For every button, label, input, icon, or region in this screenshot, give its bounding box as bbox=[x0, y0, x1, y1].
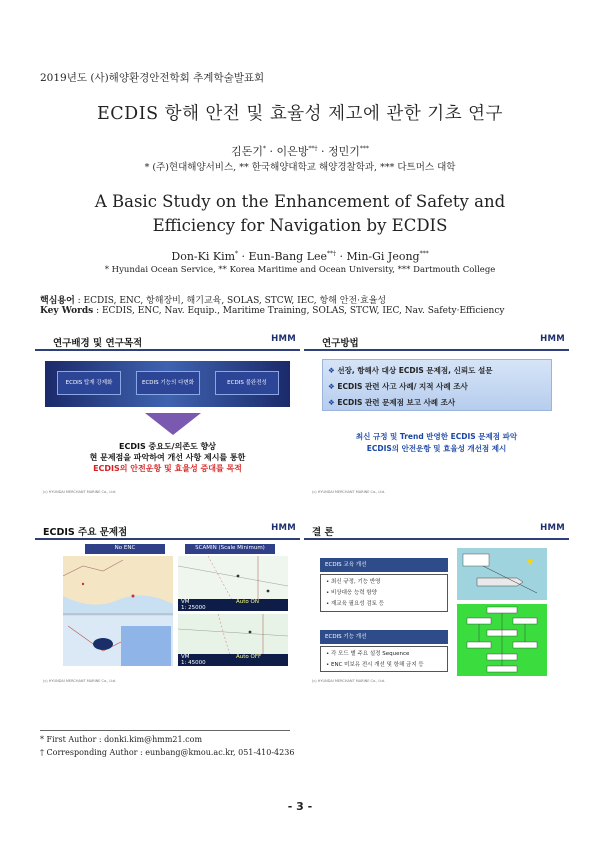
slide-method bbox=[304, 333, 569, 498]
nautical-chart-image bbox=[63, 556, 173, 666]
box-incompleteness: ECDIS 불완전성 bbox=[215, 371, 279, 395]
slide-title: 연구방법 bbox=[322, 338, 359, 349]
author-2-en: Eun-Bang Lee bbox=[248, 250, 328, 263]
author-2-en-mark: **† bbox=[327, 250, 337, 258]
diamond-bullet-icon: ❖ bbox=[328, 382, 335, 391]
page-number: - 3 - bbox=[287, 800, 313, 813]
author-separator: · bbox=[339, 250, 344, 263]
diamond-bullet-icon: ❖ bbox=[328, 398, 335, 407]
no-enc-label-bar bbox=[85, 544, 165, 554]
author-separator: · bbox=[241, 250, 246, 263]
footnote-corresponding-author bbox=[40, 748, 294, 757]
slide-title: 결 론 bbox=[312, 527, 334, 538]
slide-background-purpose bbox=[35, 333, 300, 498]
footnote-divider bbox=[40, 730, 290, 731]
function-improvement-list bbox=[320, 646, 448, 672]
keywords-ko-label: 핵심용어 bbox=[40, 296, 75, 306]
list-item: • ENC 미보유 전시 개선 및 항해 금지 등 bbox=[326, 662, 424, 668]
method-bullet-2 bbox=[328, 381, 468, 392]
author-1-en: Don-Ki Kim bbox=[171, 250, 236, 263]
s1-line-2: 현 문제점을 파악하여 개선 사항 제시를 통한 bbox=[89, 453, 246, 462]
training-improvement-title: ECDIS 교육 개선 bbox=[320, 558, 448, 572]
chart-no-enc bbox=[63, 556, 173, 666]
list-item: • 비상대응 능력 함양 bbox=[326, 590, 377, 596]
author-separator: · bbox=[269, 145, 274, 158]
diamond-bullet-icon: ❖ bbox=[328, 366, 335, 375]
scamin-status-off bbox=[178, 654, 288, 666]
authors-korean bbox=[0, 143, 600, 159]
footnote-text: First Author : donki.kim@hmm21.com bbox=[46, 735, 203, 744]
authors-english bbox=[0, 250, 600, 263]
training-improvement-list bbox=[320, 574, 448, 612]
vm-label: VM bbox=[181, 599, 190, 605]
hmm-logo: HMM bbox=[271, 523, 296, 533]
author-3-en: Min-Gi Jeong bbox=[346, 250, 420, 263]
scamin-label: SCAMIN (Scale Minimum) bbox=[195, 545, 265, 551]
scale-label-2: 1: 45000 bbox=[181, 660, 206, 666]
auto-off-label: Auto OFF bbox=[236, 654, 262, 660]
paper-title-korean: ECDIS 항해 안전 및 효율성 제고에 관한 기초 연구 bbox=[97, 104, 503, 124]
box-function-diversification: ECDIS 기능의 다변화 bbox=[136, 371, 200, 395]
paper-title-english: A Basic Study on the Enhancement of Safety and Efficiency for Navigation by ECDIS bbox=[94, 192, 506, 235]
affiliations-korean: * (주)현대해양서비스, ** 한국해양대학교 해양경찰학과, *** 다트머스 대학 bbox=[144, 162, 456, 173]
method-bullet-text: ECDIS 관련 문제점 보고 사례 조사 bbox=[337, 398, 456, 407]
method-bullet-3 bbox=[328, 397, 455, 408]
author-3-mark: *** bbox=[359, 145, 369, 153]
footnote-first-author bbox=[40, 735, 202, 744]
slide-main-problems bbox=[35, 522, 300, 687]
keywords-english bbox=[40, 306, 504, 316]
list-item: • 최신 규정, 기능 반영 bbox=[326, 579, 381, 585]
scale-label-1: 1: 25000 bbox=[181, 605, 206, 611]
scamin-label-bar bbox=[185, 544, 275, 554]
slide-footer: (c) HYUNDAI MERCHANT MARINE Co., Ltd. bbox=[312, 490, 386, 494]
slide-footer: (c) HYUNDAI MERCHANT MARINE Co., Ltd. bbox=[43, 679, 117, 683]
s2-line-2: ECDIS의 안전운항 및 효율성 개선점 제시 bbox=[366, 444, 507, 453]
author-2-mark: **† bbox=[308, 145, 318, 153]
slide-conclusion bbox=[304, 522, 569, 687]
author-separator: · bbox=[320, 145, 325, 158]
dagger-mark: † bbox=[40, 748, 44, 757]
slide-header bbox=[35, 522, 300, 540]
footnote-mark: * bbox=[40, 735, 44, 744]
no-enc-label: No ENC bbox=[114, 545, 136, 551]
ship-diagram-image bbox=[457, 548, 547, 600]
slide-title: ECDIS 주요 문제점 bbox=[43, 527, 128, 538]
down-arrow-icon bbox=[145, 413, 201, 435]
slide-footer: (c) HYUNDAI MERCHANT MARINE Co., Ltd. bbox=[43, 490, 117, 494]
keywords-korean bbox=[40, 293, 386, 306]
author-1-mark: * bbox=[263, 145, 267, 153]
author-3-en-mark: *** bbox=[419, 250, 429, 258]
list-item: • 각 모드 별 주요 설정 Sequence bbox=[326, 651, 410, 657]
slide-header bbox=[35, 333, 300, 351]
method-bullet-text: 선장, 항해사 대상 ECDIS 문제점, 신뢰도 설문 bbox=[337, 366, 493, 375]
author-3-ko: 정민기 bbox=[327, 145, 360, 158]
box-mandatory-carriage: ECDIS 탑재 강제화 bbox=[57, 371, 121, 395]
hmm-logo: HMM bbox=[540, 523, 565, 533]
flowchart-image bbox=[457, 604, 547, 676]
author-1-ko: 김돈기 bbox=[231, 145, 264, 158]
function-improvement-title: ECDIS 기능 개선 bbox=[320, 630, 448, 644]
s1-line-1: ECDIS 중요도/의존도 향상 bbox=[118, 442, 217, 451]
footnote-text: Corresponding Author : eunbang@kmou.ac.kr, 051-410-4236 bbox=[46, 748, 295, 757]
method-bullet-1 bbox=[328, 365, 492, 376]
slide-header bbox=[304, 333, 569, 351]
flowchart-drawing bbox=[457, 604, 547, 676]
keywords-en-label: Key Words bbox=[40, 306, 94, 316]
slide-footer: (c) HYUNDAI MERCHANT MARINE Co., Ltd. bbox=[312, 679, 386, 683]
author-1-en-mark: * bbox=[235, 250, 239, 258]
author-2-ko: 이은방 bbox=[276, 145, 309, 158]
s2-line-1: 최신 규정 및 Trend 반영한 ECDIS 문제점 파악 bbox=[355, 432, 518, 441]
slide-header bbox=[304, 522, 569, 540]
s1-line-3: ECDIS의 안전운항 및 효율성 증대를 목적 bbox=[93, 464, 242, 473]
ship-diagram-drawing bbox=[457, 548, 547, 600]
hmm-logo: HMM bbox=[271, 334, 296, 344]
method-bullet-text: ECDIS 관련 사고 사례/ 지적 사례 조사 bbox=[337, 382, 468, 391]
affiliations-english: * Hyundai Ocean Service, ** Korea Maritime and Ocean University, *** Dartmouth College bbox=[104, 265, 496, 275]
keywords-ko-text: : ECDIS, ENC, 항해장비, 해기교육, SOLAS, STCW, IEC, 항해 안전·효율성 bbox=[74, 296, 387, 306]
hmm-logo: HMM bbox=[540, 334, 565, 344]
auto-on-label: Auto ON bbox=[236, 599, 259, 605]
keywords-en-text: : ECDIS, ENC, Nav. Equip., Maritime Training, SOLAS, STCW, IEC, Nav. Safety·Efficiency bbox=[93, 306, 505, 316]
scamin-status-on bbox=[178, 599, 288, 611]
conference-header: 2019년도 (사)해양환경안전학회 추계학술발표회 bbox=[40, 72, 265, 84]
vm-label: VM bbox=[181, 654, 190, 660]
list-item: • 재교육 필요성 검토 등 bbox=[326, 601, 385, 607]
slide-title: 연구배경 및 연구목적 bbox=[53, 338, 143, 349]
